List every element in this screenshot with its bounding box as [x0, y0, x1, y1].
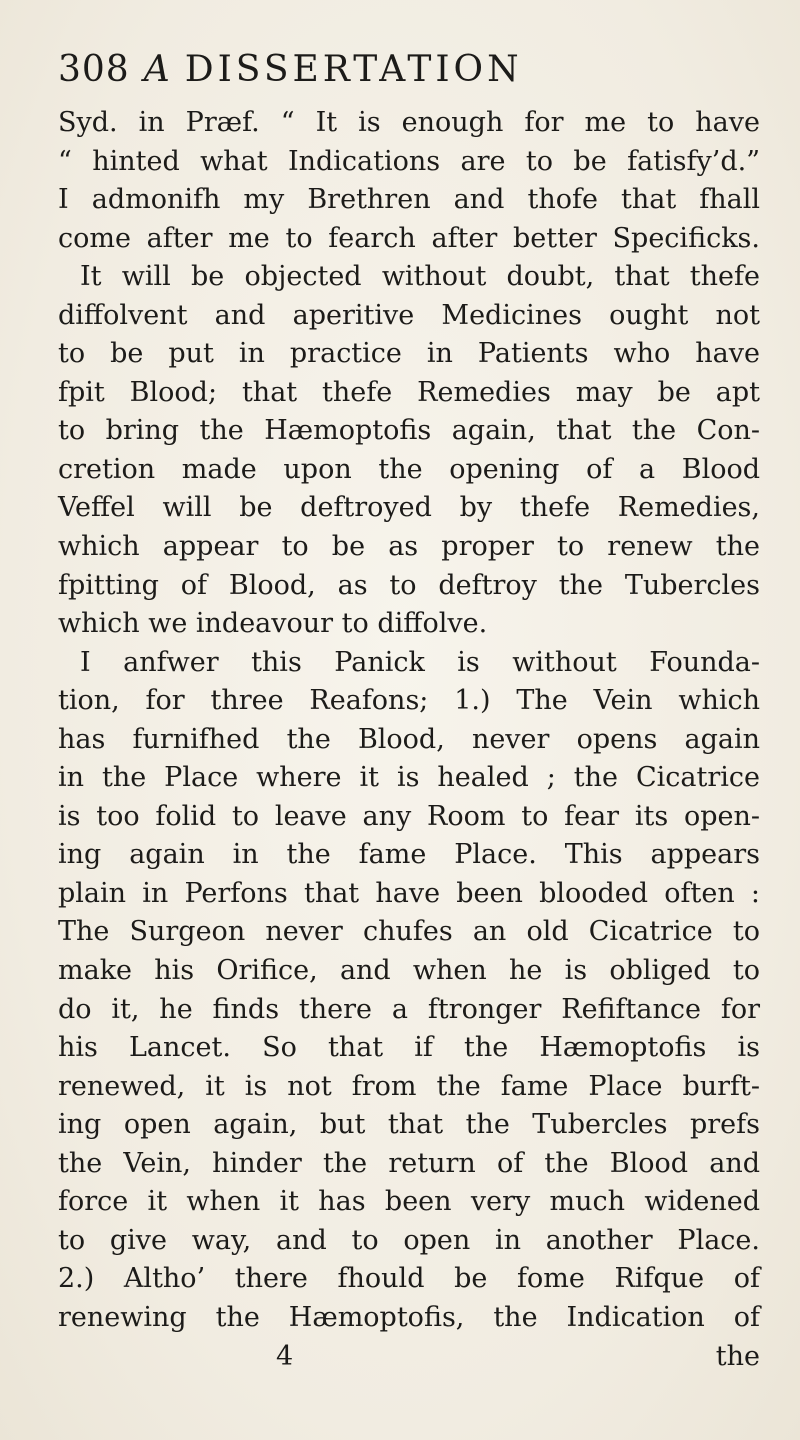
- text-line: force it when it has been very much widened: [58, 1186, 760, 1218]
- text-line: cretion made upon the opening of a Blood: [58, 453, 760, 485]
- running-header: [58, 40, 758, 100]
- text-line: come after me to fearch after better Specificks.: [58, 222, 760, 254]
- text-line: is too folid to leave any Room to fear its open-: [58, 800, 760, 832]
- page-footer: [58, 1338, 760, 1377]
- text-line: I anfwer this Panick is without Founda-: [80, 646, 760, 678]
- text-line: renewed, it is not from the fame Place burft-: [58, 1070, 760, 1102]
- text-line: plain in Perfons that have been blooded often :: [58, 877, 760, 909]
- text-line: the Vein, hinder the return of the Blood and: [58, 1147, 760, 1179]
- text-line: which we indeavour to diffolve.: [58, 608, 488, 640]
- text-line: renewing the Hæmoptofis, the Indication of: [58, 1301, 760, 1333]
- catchword: the: [715, 1340, 760, 1372]
- text-line: ing open again, but that the Tubercles prefs: [58, 1109, 760, 1141]
- header-title: DISSERTATION: [184, 49, 523, 90]
- text-line: to give way, and to open in another Place.: [58, 1224, 760, 1256]
- text-line: “ hinted what Indications are to be fatisfy’d.”: [58, 145, 760, 177]
- text-line: fpit Blood; that thefe Remedies may be apt: [58, 376, 760, 408]
- text-line: ing again in the fame Place. This appears: [58, 839, 760, 871]
- header-article: A: [143, 49, 171, 90]
- text-line: diffolvent and aperitive Medicines ought not: [58, 299, 760, 331]
- text-line: I admonifh my Brethren and thofe that fhall: [58, 184, 760, 216]
- text-line: do it, he finds there a ftronger Refiftance for: [58, 993, 760, 1025]
- page-number: 308: [58, 49, 130, 90]
- text-line: to bring the Hæmoptofis again, that the Con-: [58, 415, 760, 447]
- text-line: in the Place where it is healed ; the Cicatrice: [58, 762, 760, 794]
- text-line: to be put in practice in Patients who have: [58, 338, 760, 370]
- text-line: The Surgeon never chufes an old Cicatrice to: [58, 916, 760, 948]
- text-line: 2.) Altho’ there fhould be fome Rifque of: [58, 1263, 760, 1295]
- text-line: Veffel will be deftroyed by thefe Remedies,: [58, 492, 760, 524]
- text-line: his Lancet. So that if the Hæmoptofis is: [58, 1032, 760, 1064]
- text-line: Syd. in Præf. “ It is enough for me to have: [58, 107, 760, 138]
- text-line: has furnifhed the Blood, never opens again: [58, 723, 760, 755]
- text-line: make his Orifice, and when he is obliged to: [58, 955, 760, 987]
- body-text: [58, 104, 760, 1376]
- text-line: fpitting of Blood, as to deftroy the Tubercles: [58, 569, 760, 601]
- text-line: It will be objected without doubt, that thefe: [80, 261, 760, 293]
- signature-mark: 4: [276, 1340, 294, 1372]
- text-line: tion, for three Reafons; 1.) The Vein which: [58, 685, 760, 717]
- text-line: which appear to be as proper to renew the: [58, 531, 760, 563]
